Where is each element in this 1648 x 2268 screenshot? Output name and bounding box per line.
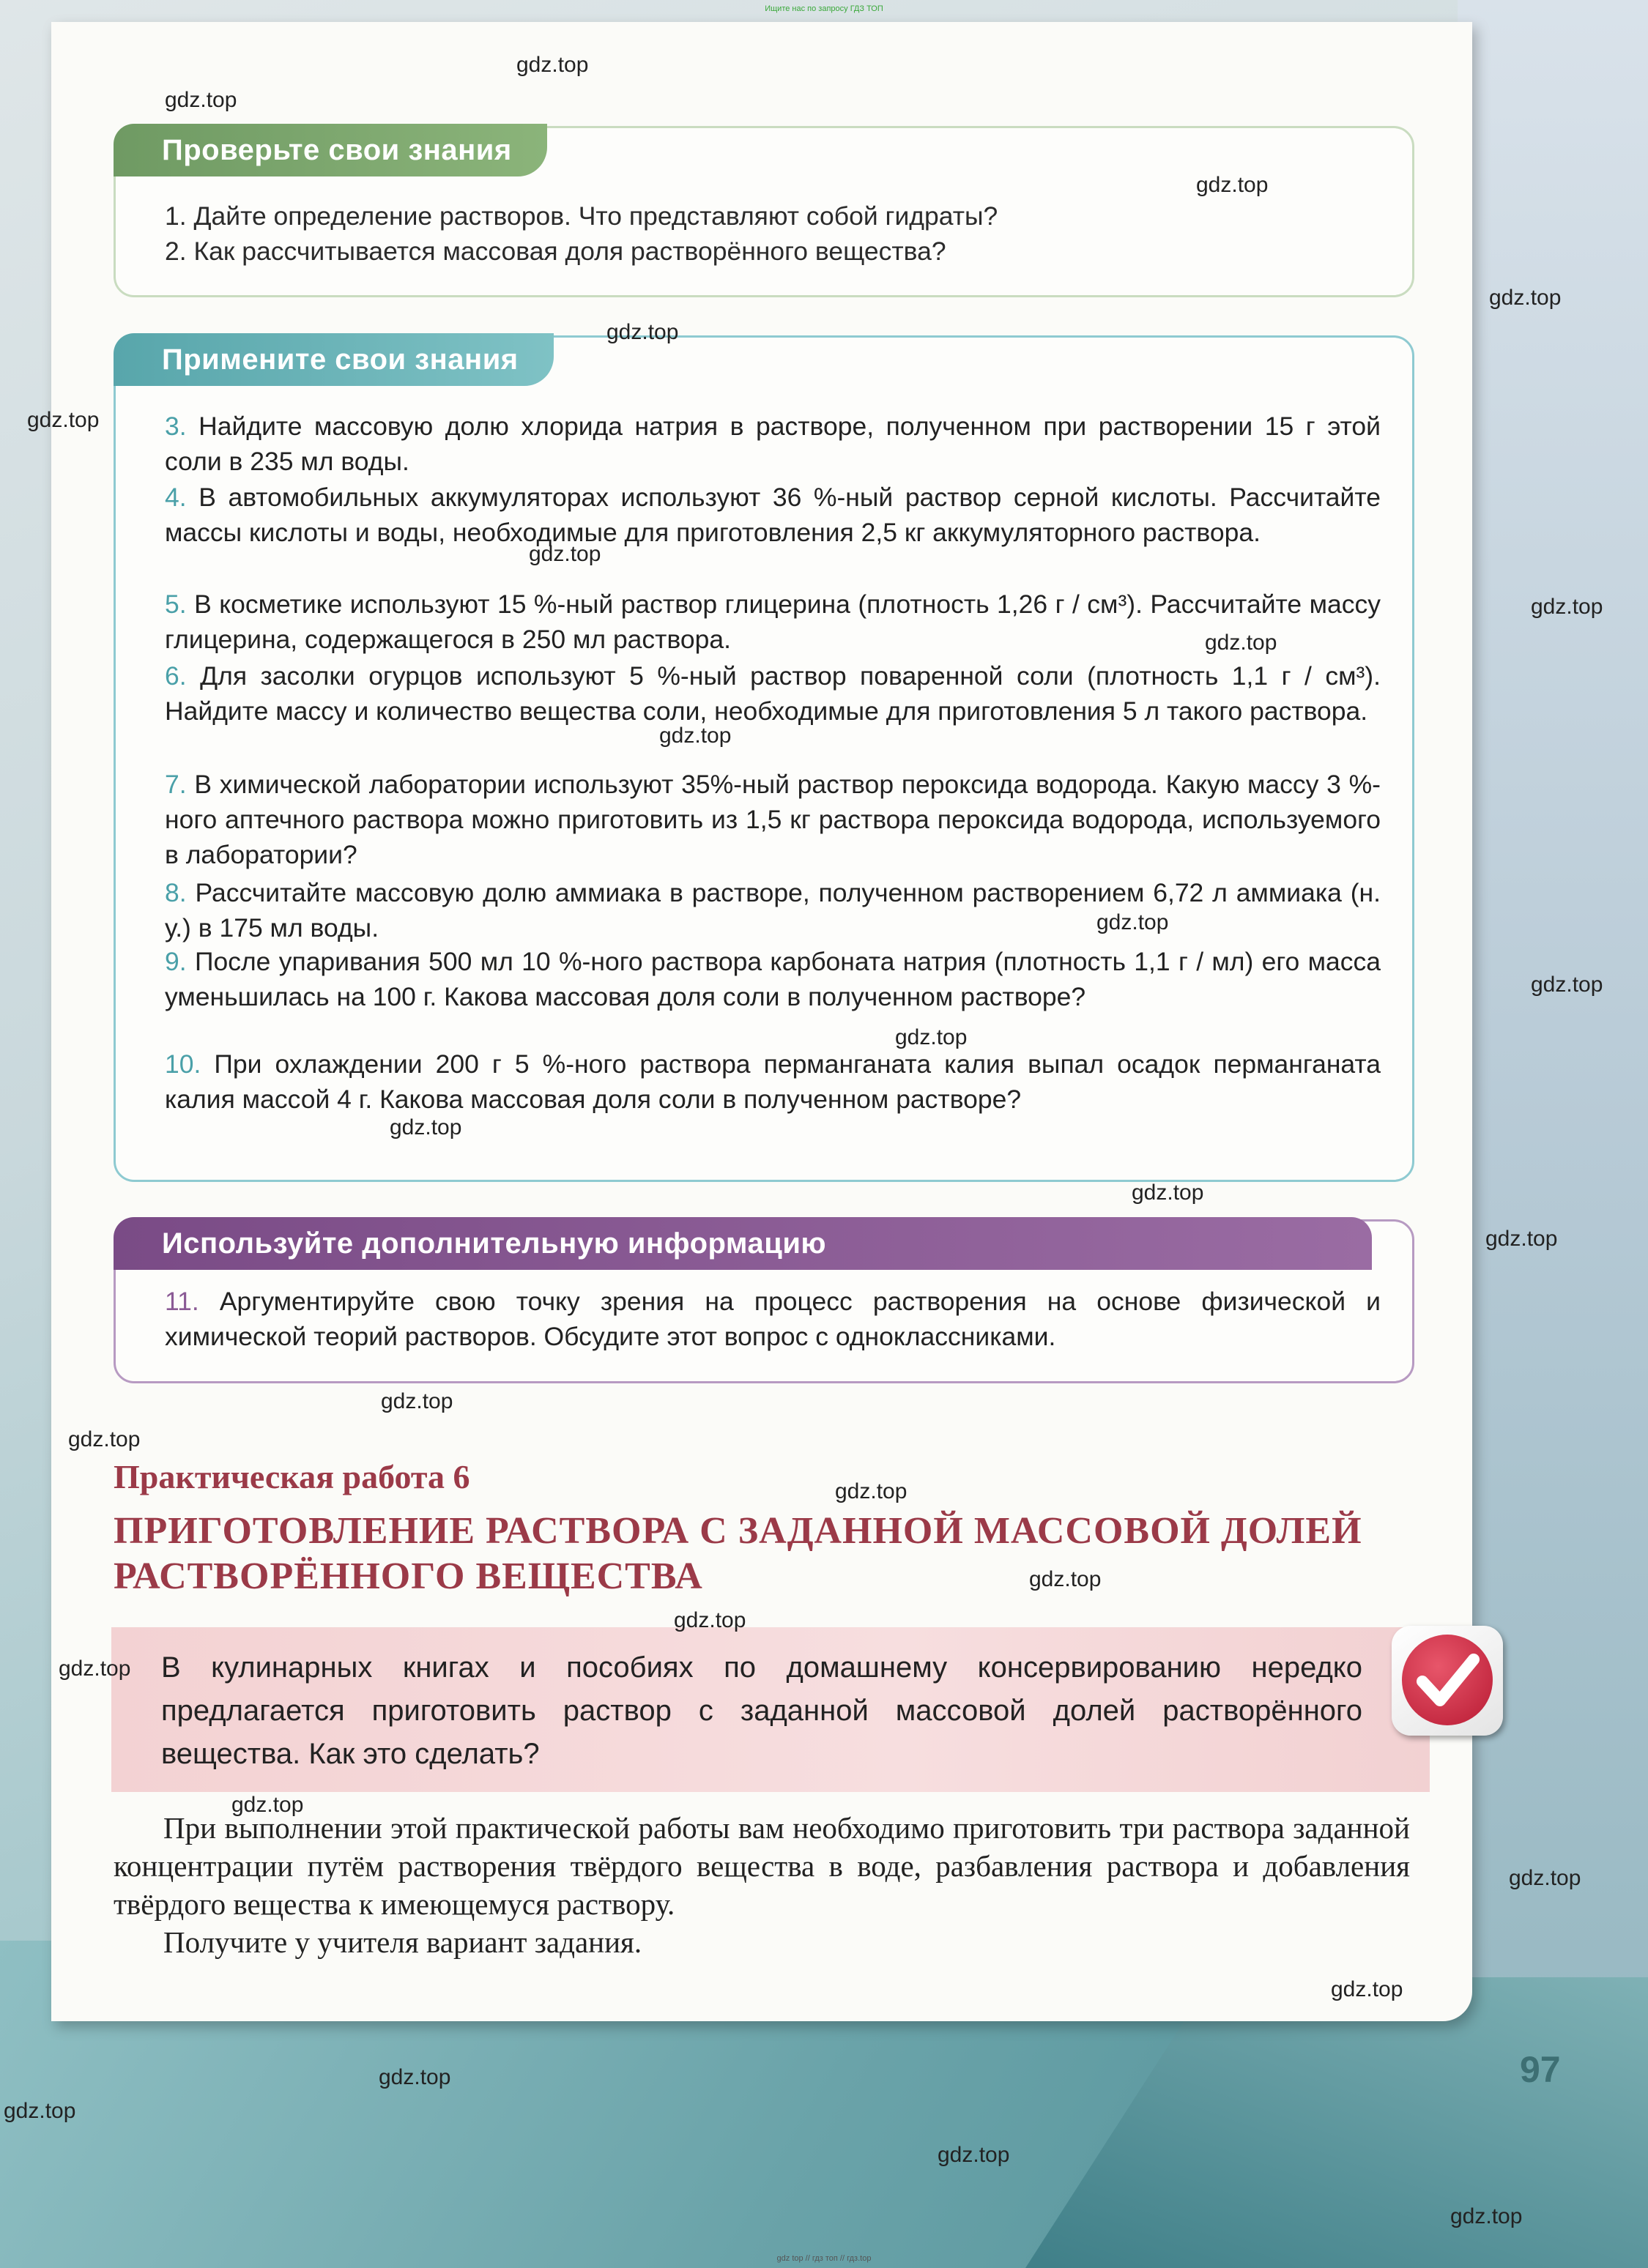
watermark: gdz.top bbox=[674, 1608, 746, 1632]
watermark: gdz.top bbox=[1489, 286, 1562, 310]
task-3 bbox=[165, 409, 1381, 479]
practical-body-paragraph: При выполнении этой практической работы вам необходимо приготовить три раствора заданной концентрации путём растворения твёрдого вещества в воде, разбавления раствора и добавления твёрдого вещества к имеющемуся раствору. bbox=[114, 1811, 1410, 1921]
watermark: gdz.top bbox=[938, 2143, 1010, 2167]
watermark: gdz.top bbox=[1331, 1977, 1403, 2001]
task-10 bbox=[165, 1046, 1381, 1117]
check-knowledge-box bbox=[114, 126, 1414, 297]
intro-text: В кулинарных книгах и пособиях по домашнему консервированию нередко предлагается приготовить раствор с заданной массовой долей растворённого вещества. Как это сделать? bbox=[161, 1651, 1362, 1770]
task-text: Найдите массовую долю хлорида натрия в растворе, полученном при растворении 15 г этой соли в 235 мл воды. bbox=[165, 412, 1381, 476]
watermark: gdz.top bbox=[1531, 595, 1603, 619]
checkmark-badge bbox=[1392, 1626, 1503, 1736]
task-text: Аргументируйте свою точку зрения на процесс растворения на основе физической и химической теорий растворов. Обсудите этот вопрос с одноклассниками. bbox=[165, 1287, 1381, 1351]
watermark: gdz.top bbox=[529, 542, 601, 566]
practical-body-paragraph-2: Получите у учителя вариант задания. bbox=[163, 1925, 642, 1959]
watermark: gdz.top bbox=[68, 1427, 141, 1451]
watermark: gdz.top bbox=[4, 2099, 76, 2123]
watermark: gdz.top bbox=[381, 1389, 453, 1413]
task-11 bbox=[165, 1284, 1381, 1354]
question-2: 2. Как рассчитывается массовая доля растворённого вещества? bbox=[165, 237, 946, 266]
task-number: 3. bbox=[165, 412, 187, 441]
watermark: gdz.top bbox=[1531, 973, 1603, 997]
practical-work-heading: ПРИГОТОВЛЕНИЕ РАСТВОРА С ЗАДАННОЙ МАССОВОЙ ДОЛЕЙ РАСТВОРЁННОГО ВЕЩЕСТВА bbox=[114, 1510, 1362, 1597]
watermark: gdz.top bbox=[1485, 1227, 1558, 1251]
task-text: В косметике используют 15 %-ный раствор глицерина (плотность 1,26 г / см³). Рассчитайте массу глицерина, содержащегося в 250 мл раствора. bbox=[165, 590, 1381, 654]
watermark: gdz.top bbox=[1450, 2204, 1523, 2228]
practical-body bbox=[114, 1809, 1410, 1961]
top-note: Ищите нас по запросу ГДЗ ТОП bbox=[765, 4, 883, 13]
practical-work-label: Практическая работа 6 bbox=[114, 1458, 470, 1495]
watermark: gdz.top bbox=[1029, 1567, 1102, 1591]
task-6 bbox=[165, 658, 1381, 729]
task-number: 6. bbox=[165, 661, 187, 691]
task-text: После упаривания 500 мл 10 %-ного раствора карбоната натрия (плотность 1,1 г / мл) его масса уменьшилась на 100 г. Какова массовая доля соли в полученном растворе? bbox=[165, 947, 1381, 1011]
task-number: 11. bbox=[165, 1287, 199, 1316]
task-number: 10. bbox=[165, 1049, 201, 1079]
task-text: Рассчитайте массовую долю аммиака в растворе, полученном растворением 6,72 л аммиака (н. у.) в 175 мл воды. bbox=[165, 878, 1381, 942]
background-right bbox=[1458, 0, 1648, 2268]
watermark: gdz.top bbox=[1096, 910, 1169, 934]
watermark: gdz.top bbox=[379, 2065, 451, 2089]
watermark: gdz.top bbox=[390, 1115, 462, 1139]
task-5 bbox=[165, 587, 1381, 657]
checkmark-icon bbox=[1402, 1635, 1493, 1725]
watermark: gdz.top bbox=[165, 88, 237, 112]
task-text: Для засолки огурцов используют 5 %-ный раствор поваренной соли (плотность 1,1 г / см³). Найдите массу и количество вещества соли, необходимые для приготовления 5 л такого раствора. bbox=[165, 661, 1381, 726]
watermark: gdz.top bbox=[516, 53, 589, 77]
task-4 bbox=[165, 480, 1381, 550]
watermark: gdz.top bbox=[1205, 631, 1277, 655]
task-7 bbox=[165, 767, 1381, 872]
task-number: 5. bbox=[165, 590, 187, 619]
task-8 bbox=[165, 875, 1381, 945]
watermark: gdz.top bbox=[231, 1793, 304, 1817]
watermark: gdz.top bbox=[606, 320, 679, 344]
task-text: В химической лаборатории используют 35%-ный раствор пероксида водорода. Какую массу 3 %-ного аптечного раствора можно приготовить из 1,5 кг раствора пероксида водорода, используемого в лаборатории? bbox=[165, 770, 1381, 869]
task-text: При охлаждении 200 г 5 %-ного раствора перманганата калия выпал осадок перманганата калия массой 4 г. Какова массовая доля соли в полученном растворе? bbox=[165, 1049, 1381, 1114]
watermark: gdz.top bbox=[1196, 173, 1269, 197]
check-knowledge-title: Проверьте свои знания bbox=[114, 124, 547, 176]
apply-knowledge-box bbox=[114, 335, 1414, 1182]
bottom-note: gdz top // гдз топ // гдз.top bbox=[776, 2254, 872, 2263]
page-number: 97 bbox=[1520, 2049, 1561, 2090]
watermark: gdz.top bbox=[1132, 1181, 1204, 1205]
task-number: 8. bbox=[165, 878, 187, 907]
watermark: gdz.top bbox=[835, 1479, 907, 1503]
extra-info-box bbox=[114, 1219, 1414, 1383]
watermark: gdz.top bbox=[659, 724, 732, 748]
watermark: gdz.top bbox=[1509, 1866, 1581, 1890]
task-text: В автомобильных аккумуляторах используют 36 %-ный раствор серной кислоты. Рассчитайте массы кислоты и воды, необходимые для приготовления 2,5 кг аккумуляторного раствора. bbox=[165, 483, 1381, 547]
watermark: gdz.top bbox=[27, 408, 100, 432]
task-number: 4. bbox=[165, 483, 187, 512]
watermark: gdz.top bbox=[59, 1657, 131, 1681]
task-number: 7. bbox=[165, 770, 187, 799]
question-1: 1. Дайте определение растворов. Что представляют собой гидраты? bbox=[165, 201, 998, 231]
task-9 bbox=[165, 944, 1381, 1014]
task-number: 9. bbox=[165, 947, 187, 976]
watermark: gdz.top bbox=[895, 1025, 968, 1049]
extra-info-title: Используйте дополнительную информацию bbox=[114, 1217, 1372, 1270]
apply-knowledge-title: Примените свои знания bbox=[114, 333, 554, 386]
